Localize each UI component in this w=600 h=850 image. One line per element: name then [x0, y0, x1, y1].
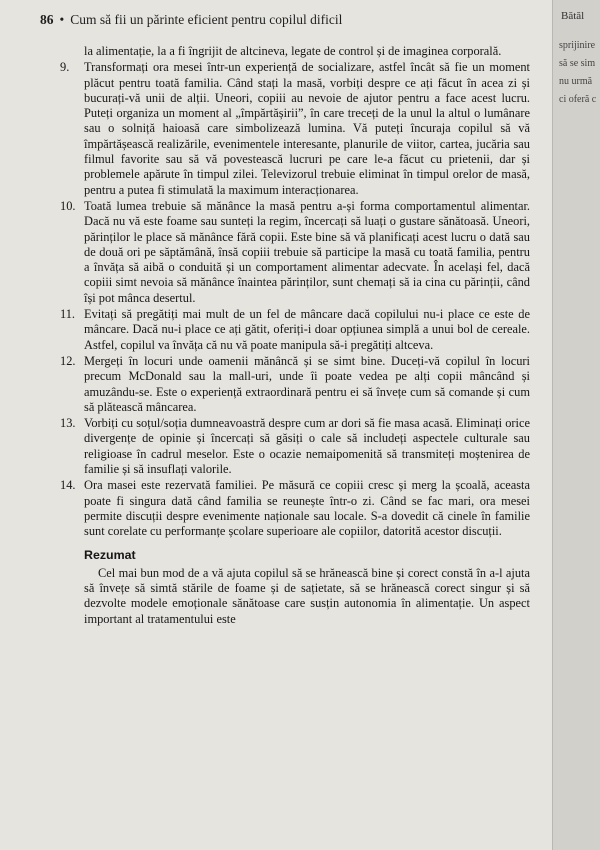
adjacent-page-line: sprijinire	[559, 40, 596, 51]
adjacent-page-line: ci oferă c	[559, 94, 597, 105]
adjacent-page-edge	[552, 0, 600, 850]
adjacent-page-line: nu urmă	[559, 76, 593, 87]
summary-paragraph: Cel mai bun mod de a vă ajuta copilul să se hrănească bine și corect constă în a-l ajuta să învețe să simtă stările de foame și de sațietate, să se hrănească corect singur și să dezvolte modele emoționale sănătoase care susțin autonomia în alimentație. Un aspect important al tratamentului este	[84, 565, 530, 626]
list-item	[60, 354, 530, 415]
list-item	[60, 199, 530, 306]
item-text: Evitați să pregătiți mai mult de un fel de mâncare dacă copilului nu-i place ce este de mâncare. Dacă nu-i place ce ați gătit, oferiți-i doar opțiunea simplă a unui bol de cereale. Astfel, copilul va învăța că nu vă poate manipula să-i pregătiți altceva.	[84, 307, 530, 352]
item-number: 14.	[60, 478, 76, 493]
item-text: Ora masei este rezervată familiei. Pe măsură ce copiii cresc și merg la școală, aceasta poate fi singura dată când familia se reunește într-o zi. Când se fac mari, ora mesei permite discuții despre evenimente naționale sau locale. S-a dovedit că cinele în familie sunt corelate cu performanțe școlare superioare ale copiilor, datorită acestor discuții.	[84, 478, 530, 539]
item-text: Mergeți în locuri unde oamenii mănâncă și se simt bine. Duceți-vă copilul în locuri precum McDonald sau la mall-uri, unde îi poate vedea pe alți copii mâncând și amuzându-se. Este o experiență extraordinară pentru ei să învețe cum să comande și cum să plătească mâncarea.	[84, 353, 530, 414]
item-text: Vorbiți cu soțul/soția dumneavoastră despre cum ar dori să fie masa acasă. Eliminați orice divergențe de opinie și încercați să găsiți o cale să includeți aspectele culturale sau religioase în cadrul meselor. Este o ocazie nemaipomenită să transmiteți moștenirea de familie și să insuflați valorile.	[84, 416, 530, 477]
running-header	[40, 12, 540, 28]
summary-heading: Rezumat	[84, 547, 136, 562]
advice-list	[60, 60, 530, 539]
list-item	[60, 416, 530, 477]
item-number: 9.	[60, 60, 70, 75]
page-number: 86	[40, 12, 54, 27]
header-separator: •	[59, 12, 65, 27]
list-item	[60, 307, 530, 353]
item-number: 12.	[60, 353, 76, 368]
adjacent-page-line: să se sim	[559, 58, 596, 69]
item-number: 11.	[60, 307, 76, 322]
item-text: Toată lumea trebuie să mănânce la masă pentru a-și forma comportamentul alimentar. Dacă nu vă este foame sau sunteți la regim, încercați să luați o gustare sănătoasă. Uneori, părinților le place să mănânce fără copii. Este bine să vă planificați acest lucru o dată sau de două ori pe săptămână, însă copiii trebuie să participe la masă cu toată familia, pentru a învăța să aibă o conduită și un comportament alimentar adecvate. În același fel, dacă copiii simt nevoia să mănânce înaintea părinților, sunt chemați să ia cina cu părinții, când își pot mânca desertul.	[84, 198, 530, 305]
continuation-paragraph: la alimentație, la a fi îngrijit de altcineva, legate de control și de imaginea corporală.	[84, 44, 502, 58]
page-body	[60, 44, 530, 627]
running-title: Cum să fii un părinte eficient pentru copilul dificil	[70, 12, 343, 27]
item-text: Transformați ora mesei într-un experiență de socializare, astfel încât să fie un moment plăcut pentru toată familia. Când stați la masă, vorbiți despre ce ați făcut în acea zi și bucurați-vă unii de alții. Uneori, copiii au nevoie de ajutor pentru a face acest lucru. Puteți organiza un moment al „împărtășirii”, în care treceți de la unul la altul o lumânare sau o solniță haioasă care simbolizează lumina. Vă puteți încuraja copilul să vă împărtășească realizările, evenimentele interesante, planurile de viitor, cartea, jucăria sau filmul favorite sau să vă povestească lucruri pe care le-a făcut cu prietenii, dar și problemele apărute în timpul zilei. Televizorul trebuie eliminat în timpul orelor de masă, pentru a putea fi stimulată la maximum interacționarea.	[84, 60, 530, 197]
item-number: 13.	[60, 416, 76, 431]
list-item	[60, 478, 530, 539]
item-number: 10.	[60, 198, 76, 213]
list-item	[60, 60, 530, 198]
adjacent-page-header: Bătăl	[561, 10, 585, 22]
